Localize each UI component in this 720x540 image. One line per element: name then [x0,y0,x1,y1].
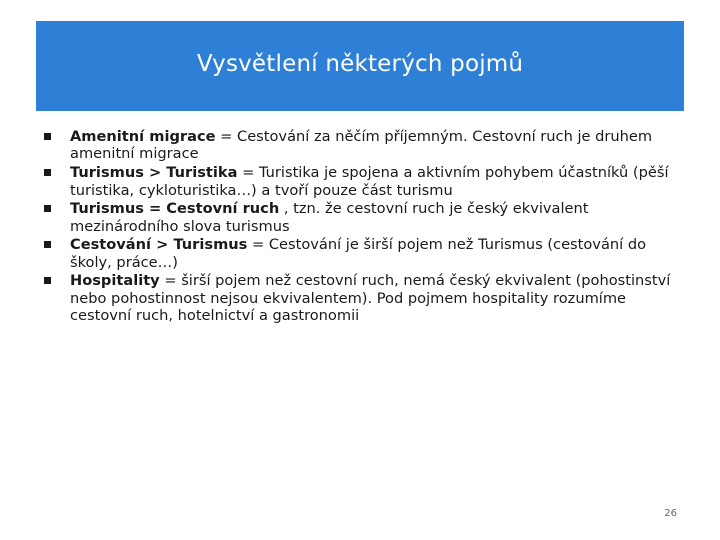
term-label: Turismus = Cestovní ruch [70,200,280,218]
title-banner [36,21,684,111]
term-label: Cestování > Turismus [70,236,248,254]
list-item [44,272,674,324]
term-label: Hospitality [70,272,160,290]
square-bullet-icon [44,277,51,284]
definition-text: = Turistika je spojena a aktivním pohybem účastníků (pěší turistika, cykloturistika…) a tvoří pouze část turismu [70,164,669,199]
bullet-list [44,128,674,326]
list-item [44,128,674,163]
term-label: Amenitní migrace [70,128,216,145]
definition-text: , tzn. že cestovní ruch je český ekvivalent mezinárodního slova turismus [70,200,589,235]
term-label: Turismus > Turistika [70,164,238,182]
list-item [44,200,674,235]
definition-text: = Cestování je širší pojem než Turismus (cestování do školy, práce…) [70,236,647,271]
list-item [44,236,674,271]
square-bullet-icon [44,241,51,248]
square-bullet-icon [44,133,51,140]
page-number: 26 [664,508,677,519]
square-bullet-icon [44,169,51,176]
square-bullet-icon [44,205,51,212]
definition-text: = širší pojem než cestovní ruch, nemá český ekvivalent (pohostinství nebo pohostinnost nejsou ekvivalentem). Pod pojmem hospitality rozumíme cestovní ruch, hotelnictví a gastronomii [70,272,671,325]
definition-text: = Cestování za něčím příjemným. Cestovní ruch je druhem amenitní migrace [70,128,653,163]
list-item [44,164,674,199]
slide-title: Vysvětlení některých pojmů [196,51,524,77]
